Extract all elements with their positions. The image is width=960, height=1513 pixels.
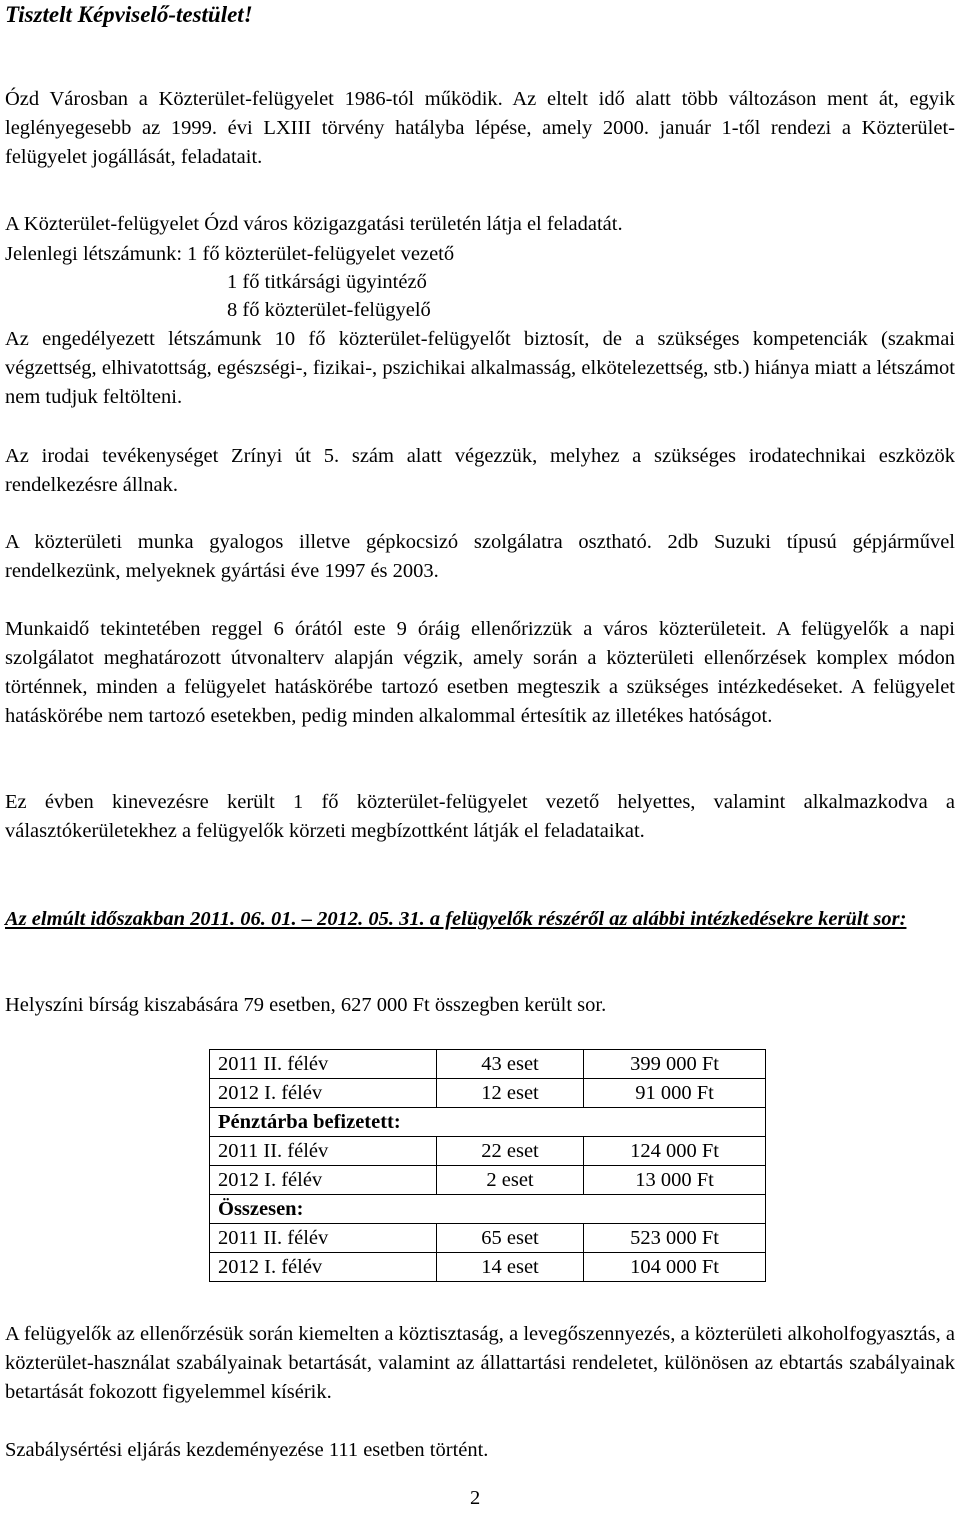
table-cell: 2012 I. félév xyxy=(210,1166,437,1195)
table-subheader: Összesen: xyxy=(210,1195,766,1224)
table-cell: 399 000 Ft xyxy=(584,1050,766,1079)
vehicles-paragraph: A közterületi munka gyalogos illetve gépkocsizó szolgálatra osztható. 2db Suzuki típusú gépjárművel rendelkezünk, melyeknek gyártási éve 1997 és 2003. xyxy=(5,531,955,582)
staff-line-3: 8 fő közterület-felügyelő xyxy=(227,299,431,321)
fines-table xyxy=(209,1049,766,1282)
table-cell: 523 000 Ft xyxy=(584,1224,766,1253)
table-cell: 2011 II. félév xyxy=(210,1137,437,1166)
table-subheader: Pénztárba befizetett: xyxy=(210,1108,766,1137)
period-heading: Az elmúlt időszakban 2011. 06. 01. – 2012. 05. 31. a felügyelők részéről az alábbi intézkedésekre került sor: xyxy=(5,908,907,930)
intro-paragraph: Ózd Városban a Közterület-felügyelet 1986-tól működik. Az eltelt idő alatt több változáson ment át, egyik leglényegesebb az 1999. évi LXIII törvény hatályba lépése, amely 2000. január 1-től rendezi a Közterület-felügyelet jogállását, feladatait. xyxy=(5,88,955,168)
table-row xyxy=(210,1224,766,1253)
office-paragraph: Az irodai tevékenységet Zrínyi út 5. szám alatt végezzük, melyhez a szükséges irodatechnikai eszközök rendelkezésre állnak. xyxy=(5,445,955,496)
table-cell: 2012 I. félév xyxy=(210,1253,437,1282)
table-cell: 124 000 Ft xyxy=(584,1137,766,1166)
table-cell: 2011 II. félév xyxy=(210,1050,437,1079)
appointment-paragraph: Ez évben kinevezésre került 1 fő közterület-felügyelet vezető helyettes, valamint alkalmazkodva a választókerületekhez a felügyelők körzeti megbízottként látják el feladataikat. xyxy=(5,791,955,842)
table-cell: 2 eset xyxy=(437,1166,584,1195)
table-cell: 12 eset xyxy=(437,1079,584,1108)
fines-summary: Helyszíni bírság kiszabására 79 esetben, 627 000 Ft összegben került sor. xyxy=(5,994,607,1016)
area-paragraph: A Közterület-felügyelet Ózd város közigazgatási területén látja el feladatát. xyxy=(5,213,623,235)
focus-paragraph: A felügyelők az ellenőrzésük során kiemelten a köztisztaság, a levegőszennyezés, a közterületi alkoholfogyasztás, a közterület-használat szabályainak betartását, valamint az állattartási rendeletet, különösen az ebtartás szabályainak betartását fokozott figyelemmel kísérik. xyxy=(5,1323,955,1403)
headcount-paragraph: Az engedélyezett létszámunk 10 fő közterület-felügyelőt biztosít, de a szükséges kompetenciák (szakmai végzettség, elhivatottság, egészségi-, fizikai-, pszichikai alkalmasság, elkötelezettség, stb.) hiánya miatt a létszámot nem tudjuk feltölteni. xyxy=(5,328,955,408)
table-subheader-row xyxy=(210,1108,766,1137)
table-cell: 14 eset xyxy=(437,1253,584,1282)
table-cell: 2012 I. félév xyxy=(210,1079,437,1108)
proceedings-paragraph: Szabálysértési eljárás kezdeményezése 111 esetben történt. xyxy=(5,1439,489,1461)
table-subheader-row xyxy=(210,1195,766,1224)
staff-list xyxy=(5,240,955,324)
table-row xyxy=(210,1050,766,1079)
staff-line-1: Jelenlegi létszámunk: 1 fő közterület-felügyelet vezető xyxy=(5,243,455,265)
table-cell: 65 eset xyxy=(437,1224,584,1253)
table-row xyxy=(210,1166,766,1195)
staff-line-2: 1 fő titkársági ügyintéző xyxy=(227,271,427,293)
table-cell: 43 eset xyxy=(437,1050,584,1079)
page-title: Tisztelt Képviselő-testület! xyxy=(5,2,253,27)
table-cell: 13 000 Ft xyxy=(584,1166,766,1195)
table-cell: 22 eset xyxy=(437,1137,584,1166)
table-cell: 2011 II. félév xyxy=(210,1224,437,1253)
table-cell: 104 000 Ft xyxy=(584,1253,766,1282)
table-cell: 91 000 Ft xyxy=(584,1079,766,1108)
table-row xyxy=(210,1137,766,1166)
page-number: 2 xyxy=(470,1487,481,1509)
table-row xyxy=(210,1079,766,1108)
table-row xyxy=(210,1253,766,1282)
working-hours-paragraph: Munkaidő tekintetében reggel 6 órától este 9 óráig ellenőrizzük a város közterületeit. A felügyelők a napi szolgálatot meghatározott útvonalterv alapján végzik, amely során a közterületi ellenőrzések komplex módon történnek, minden a felügyelet hatáskörébe tartozó esetben megteszik a szükséges intézkedéseket. A felügyelet hatáskörébe nem tartozó esetekben, pedig minden alkalommal értesítik az illetékes hatóságot. xyxy=(5,618,955,727)
